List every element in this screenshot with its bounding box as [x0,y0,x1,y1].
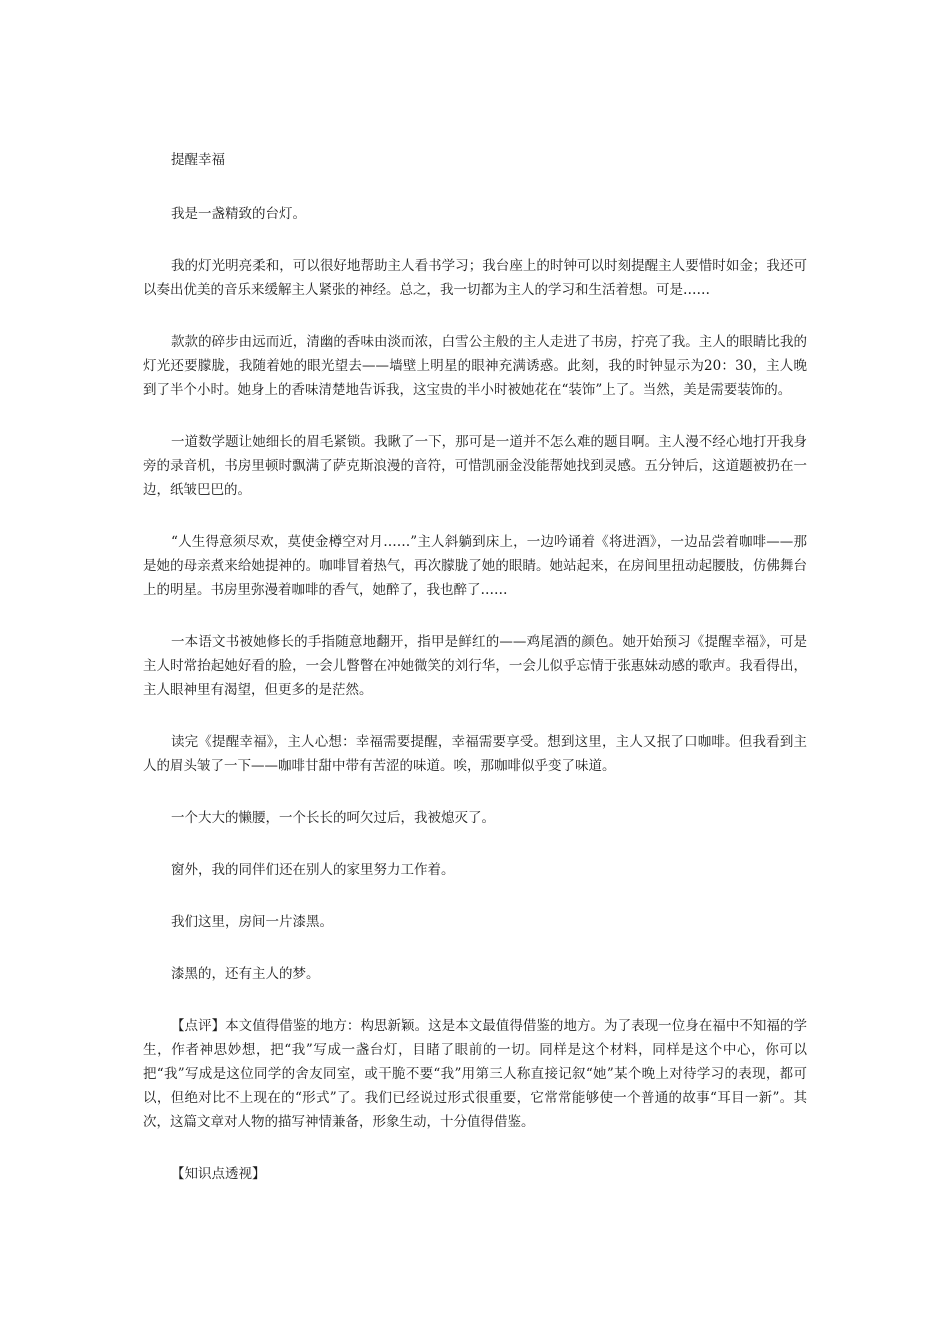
paragraph-dark-room: 我们这里，房间一片漆黑。 [171,914,333,930]
paragraph-outside-window: 窗外，我的同伴们还在别人的家里努力工作着。 [171,862,455,878]
paragraph-chinese-book: 一本语文书被她修长的手指随意地翻开，指甲是鲜红的——鸡尾酒的颜色。她开始预习《提醒幸福》，可是主人时常抬起她好看的脸，一会儿瞥瞥在冲她微笑的刘行华，一会儿似乎忘情于张惠妹动感的歌声。我看得出，主人眼神里有渴望，但更多的是茫然。 [143,634,807,698]
document-title: 提醒幸福 [171,152,225,168]
paragraph-coffee: “人生得意须尽欢，莫使金樽空对月……”主人斜躺到床上，一边吟诵着《将进酒》，一边品尝着咖啡——那是她的母亲煮来给她提神的。咖啡冒着热气，再次朦胧了她的眼睛。她站起来，在房间里扭动起腰肢，仿佛舞台上的明星。书房里弥漫着咖啡的香气，她醉了，我也醉了…… [143,534,807,598]
paragraph-owner-arrives: 款款的碎步由远而近，清幽的香味由淡而浓，白雪公主般的主人走进了书房，拧亮了我。主人的眼睛比我的灯光还要朦胧，我随着她的眼光望去——墙壁上明星的眼神充满诱惑。此刻，我的时钟显示为20：30，主人晚到了半个小时。她身上的香味清楚地告诉我，这宝贵的半小时被她花在“装饰”上了。当然，美是需要装饰的。 [143,334,807,398]
paragraph-lamp-functions: 我的灯光明亮柔和，可以很好地帮助主人看书学习；我台座上的时钟可以时刻提醒主人要惜时如金；我还可以奏出优美的音乐来缓解主人紧张的神经。总之，我一切都为主人的学习和生活着想。可是…… [143,258,807,298]
paragraph-lights-out: 一个大大的懒腰，一个长长的呵欠过后，我被熄灭了。 [171,810,495,826]
section-heading-knowledge: 【知识点透视】 [171,1166,266,1182]
paragraph-dark-dream: 漆黑的，还有主人的梦。 [171,966,320,982]
paragraph-finish-reading: 读完《提醒幸福》，主人心想：幸福需要提醒，幸福需要享受。想到这里，主人又抿了口咖啡。但我看到主人的眉头皱了一下——咖啡甘甜中带有苦涩的味道。唉，那咖啡似乎变了味道。 [143,734,807,774]
paragraph-intro: 我是一盏精致的台灯。 [171,206,306,222]
paragraph-commentary: 【点评】本文值得借鉴的地方：构思新颖。这是本文最值得借鉴的地方。为了表现一位身在福中不知福的学生，作者神思妙想，把“我”写成一盏台灯，目睹了眼前的一切。同样是这个材料，同样是这个中心，你可以把“我”写成是这位同学的舍友同室，或干脆不要“我”用第三人称直接记叙“她”某个晚上对待学习的表现，都可以，但绝对比不上现在的“形式”了。我们已经说过形式很重要，它常常能够使一个普通的故事“耳目一新”。其次，这篇文章对人物的描写神情兼备，形象生动，十分值得借鉴。 [143,1018,807,1130]
paragraph-math-problem: 一道数学题让她细长的眉毛紧锁。我瞅了一下，那可是一道并不怎么难的题目啊。主人漫不经心地打开我身旁的录音机，书房里顿时飘满了萨克斯浪漫的音符，可惜凯丽金没能帮她找到灵感。五分钟后，这道题被扔在一边，纸皱巴巴的。 [143,434,807,498]
